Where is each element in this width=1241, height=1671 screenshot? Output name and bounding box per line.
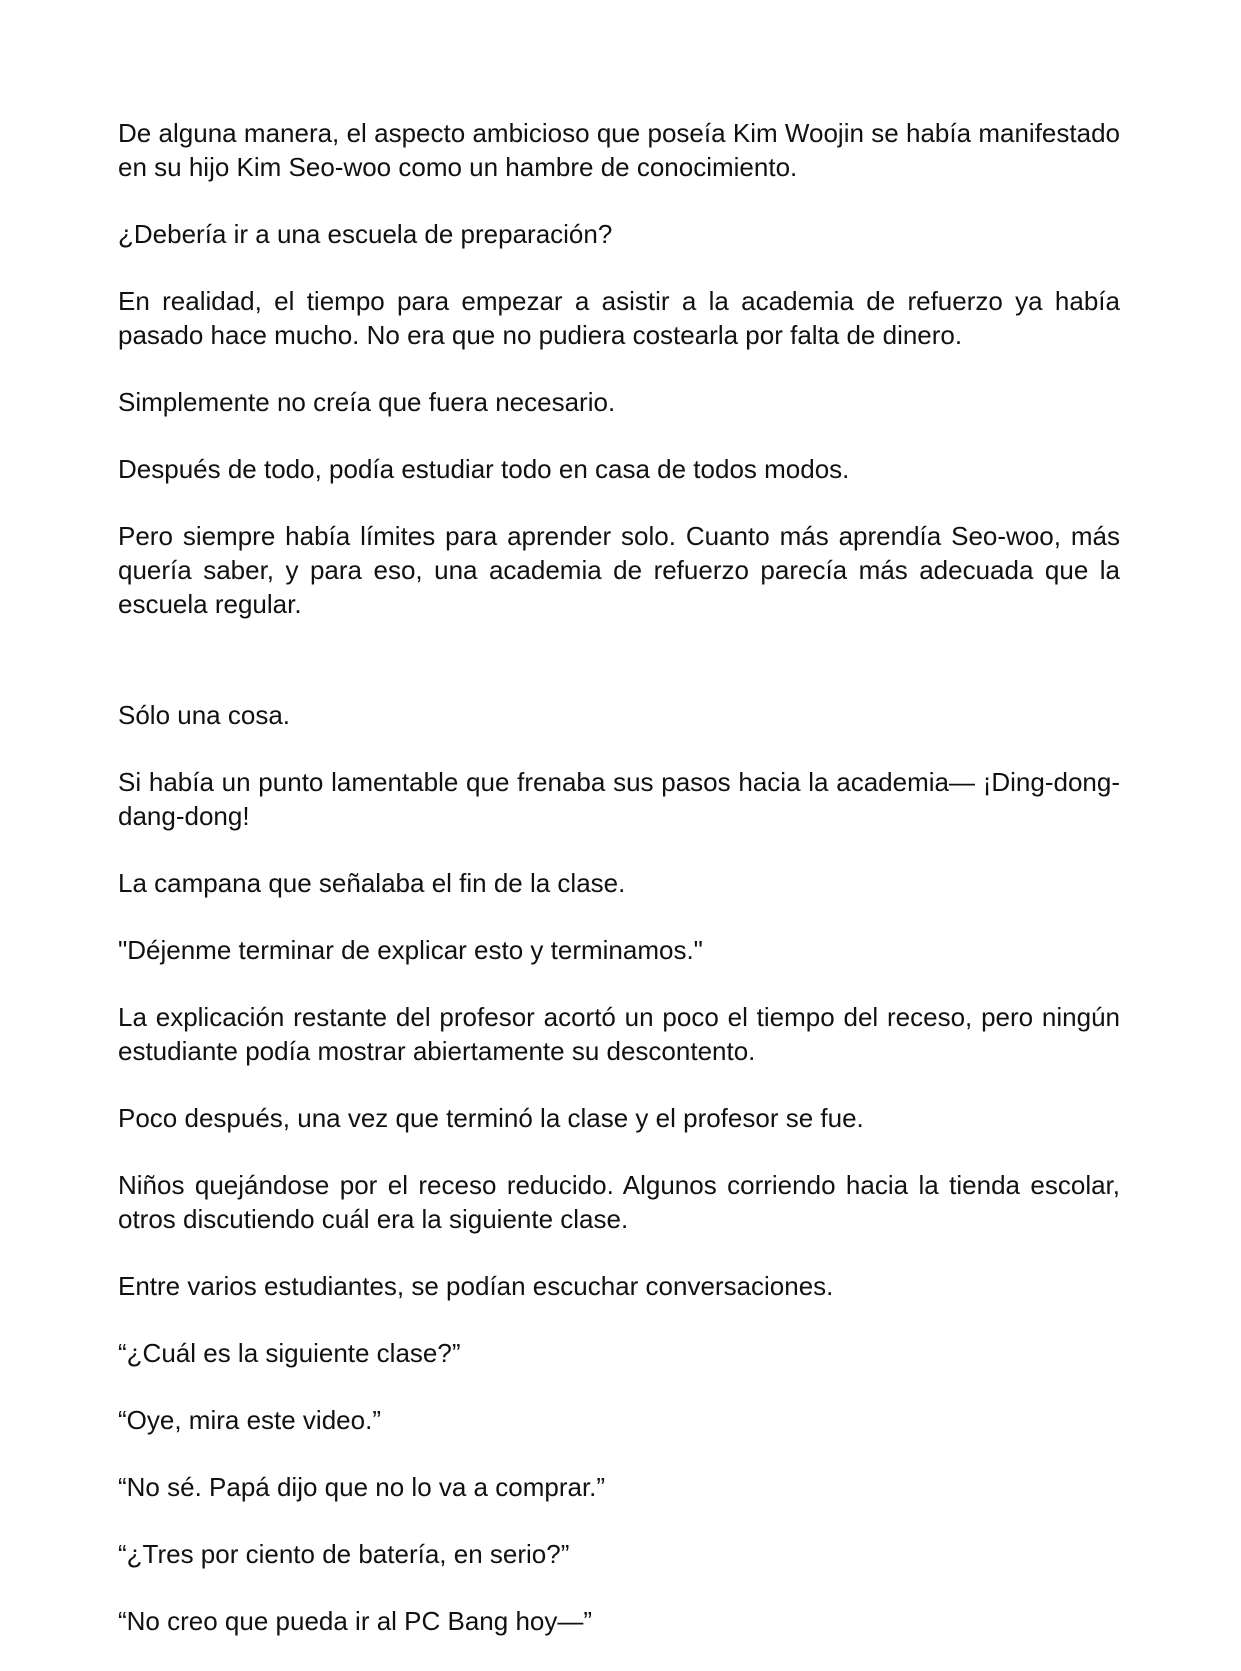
paragraph-5: Después de todo, podía estudiar todo en casa de todos modos. — [118, 454, 850, 484]
paragraph-1: De alguna manera, el aspecto ambicioso que poseía Kim Woojin se había manifestado en su hijo Kim Seo-woo como un hambre de conocimiento. — [118, 118, 1120, 182]
paragraph-7: Sólo una cosa. — [118, 700, 291, 730]
dialogue-line-2: “Oye, mira este video.” — [118, 1405, 381, 1435]
paragraph-13: Niños quejándose por el receso reducido. Algunos corriendo hacia la tienda escolar, otros discutiendo cuál era la siguiente clase. — [118, 1170, 1120, 1234]
paragraph-2: ¿Debería ir a una escuela de preparación? — [118, 219, 613, 249]
dialogue-line-4: “¿Tres por ciento de batería, en serio?” — [118, 1539, 570, 1569]
paragraph-14: Entre varios estudiantes, se podían escuchar conversaciones. — [118, 1271, 834, 1301]
paragraph-6: Pero siempre había límites para aprender solo. Cuanto más aprendía Seo-woo, más quería saber, y para eso, una academia de refuerzo parecía más adecuada que la escuela regular. — [118, 521, 1120, 619]
dialogue-line-5: “No creo que pueda ir al PC Bang hoy—” — [118, 1606, 593, 1636]
paragraph-8: Si había un punto lamentable que frenaba sus pasos hacia la academia— ¡Ding-dong-dang-dong! — [118, 767, 1120, 831]
paragraph-11: La explicación restante del profesor acortó un poco el tiempo del receso, pero ningún estudiante podía mostrar abiertamente su descontento. — [118, 1002, 1120, 1066]
document-body — [118, 116, 1120, 1671]
paragraph-12: Poco después, una vez que terminó la clase y el profesor se fue. — [118, 1103, 864, 1133]
dialogue-line-1: “¿Cuál es la siguiente clase?” — [118, 1338, 461, 1368]
paragraph-9: La campana que señalaba el fin de la clase. — [118, 868, 626, 898]
paragraph-4: Simplemente no creía que fuera necesario. — [118, 387, 616, 417]
paragraph-3: En realidad, el tiempo para empezar a asistir a la academia de refuerzo ya había pasado hace mucho. No era que no pudiera costearla por falta de dinero. — [118, 286, 1120, 350]
paragraph-10: "Déjenme terminar de explicar esto y terminamos." — [118, 935, 703, 965]
dialogue-line-3: “No sé. Papá dijo que no lo va a comprar.” — [118, 1472, 606, 1502]
